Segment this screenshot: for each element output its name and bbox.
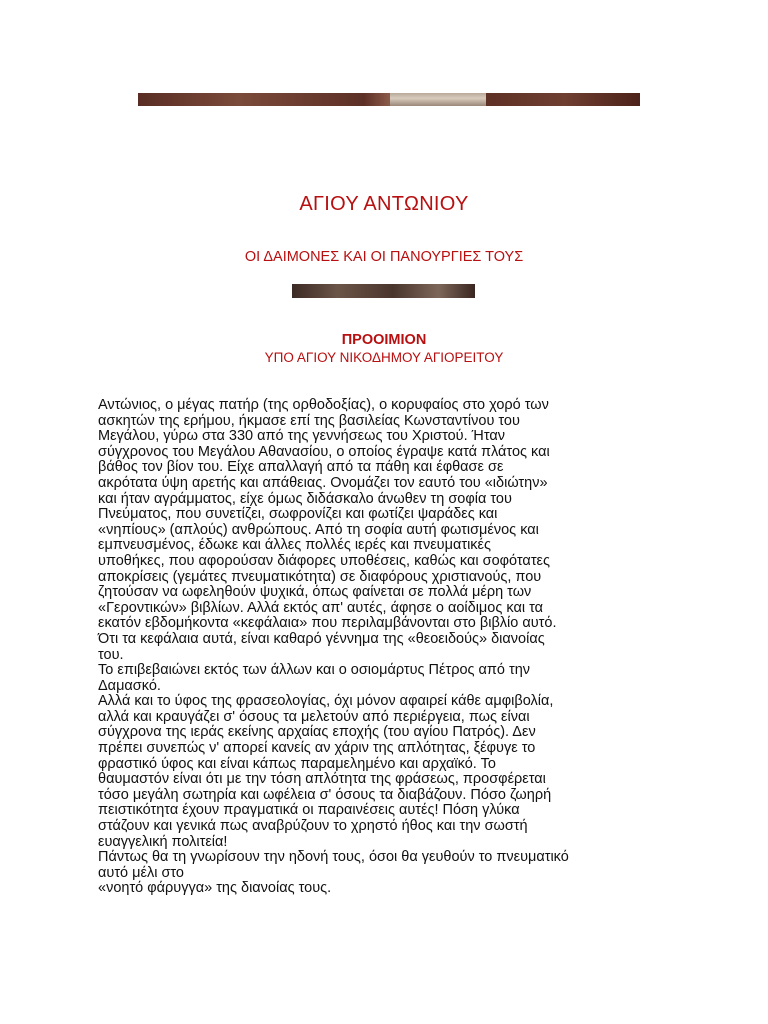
paragraph: Το επιβεβαιώνει εκτός των άλλων και ο οσιομάρτυς Πέτρος από την Δαμασκό.	[98, 662, 531, 694]
body-text	[98, 398, 678, 897]
top-banner-image	[138, 93, 640, 106]
paragraph: Αντώνιος, ο μέγας πατήρ (της ορθοδοξίας), ο κορυφαίος στο χορό των ασκητών της ερήμου, ήκμασε επί της βασιλείας Κωνσταντίνου του Μεγάλου, γύρω στα 330 από της γεννήσεως του Χριστού. Ήταν σύγχρονος του Μεγάλου Αθανασίου, ο οποίος έγραψε κατά πλάτος και βάθος τον βίον του. Είχε απαλλαγή από τα πάθη και έφθασε σε ακρότατα ύψη αρετής και απάθειας. Ονομάζει τον εαυτό του «ιδιώτην» και ήταν αγράμματος, είχε όμως διδάσκαλο άνωθεν τη σοφία του Πνεύματος, που συνετίζει, σωφρονίζει και φωτίζει ψαράδες και «νηπίους» (απλούς) ανθρώπους. Από τη σοφία αυτή φωτισμένος και εμπνευσμένος, έδωκε και άλλες πολλές ιερές και πνευματικές υποθήκες, που αφορούσαν διάφορες υποθέσεις, καθώς και σοφότατες αποκρίσεις (γεμάτες πνευματικότητα) σε διαφόρους χριστιανούς, που ζητούσαν να ωφεληθούν ψυχικά, όπως φαίνεται σε πολλά μέρη των «Γεροντικών» βιβλίων. Αλλά εκτός απ' αυτές, άφησε ο αοίδιμος και τα εκατόν εβδομήκοντα «κεφάλαια» που περιλαμβάνονται στο βιβλίο αυτό. Ότι τα κεφάλαια αυτά, είναι καθαρό γέννημα της «θεοειδούς» διανοίας του.	[98, 397, 557, 663]
section-heading: ΠΡΟΟΙΜΙΟΝ	[341, 332, 427, 348]
paragraph: Αλλά και το ύφος της φρασεολογίας, όχι μόνον αφαιρεί κάθε αμφιβολία, αλλά και κραυγάζει σ' όσους τα μελετούν από περιέργεια, πως είναι σύγχρονα της ιεράς εκείνης αρχαίας εποχής (του αγίου Πατρός). Δεν πρέπει συνεπώς ν' απορεί κανείς αν χάριν της απλότητας, ξέφυγε το φραστικό ύφος και είναι κάπως παραμελημένο και αρχαϊκό. Το θαυμαστόν είναι ότι με την τόση απλότητα της φράσεως, προσφέρεται τόσο μεγάλη σωτηρία και ωφέλεια σ' όσους τα διαβάζουν. Πόσο ζωηρή πειστικότητα έχουν πραγματικά οι παραινέσεις αυτές! Πόση γλύκα στάζουν και γενικά πως αναβρύζουν το χρηστό ήθος και την σωστή ευαγγελική πολιτεία!	[98, 693, 554, 850]
paragraph: Πάντως θα τη γνωρίσουν την ηδονή τους, όσοι θα γευθούν το πνευματικό αυτό μέλι στο «νοητό φάρυγγα» της διανοίας τους.	[98, 849, 569, 897]
divider-banner-image	[292, 284, 475, 298]
top-banner-inset	[390, 93, 486, 106]
page-title: ΑΓΙΟΥ ΑΝΤΩΝΙΟΥ	[299, 193, 469, 215]
page-subtitle: ΟΙ ΔΑΙΜΟΝΕΣ ΚΑΙ ΟΙ ΠΑΝΟΥΡΓΙΕΣ ΤΟΥΣ	[244, 249, 524, 265]
section-subheading: ΥΠΟ ΑΓΙΟΥ ΝΙΚΟΔΗΜΟΥ ΑΓΙΟΡΕΙΤΟΥ	[264, 350, 504, 365]
